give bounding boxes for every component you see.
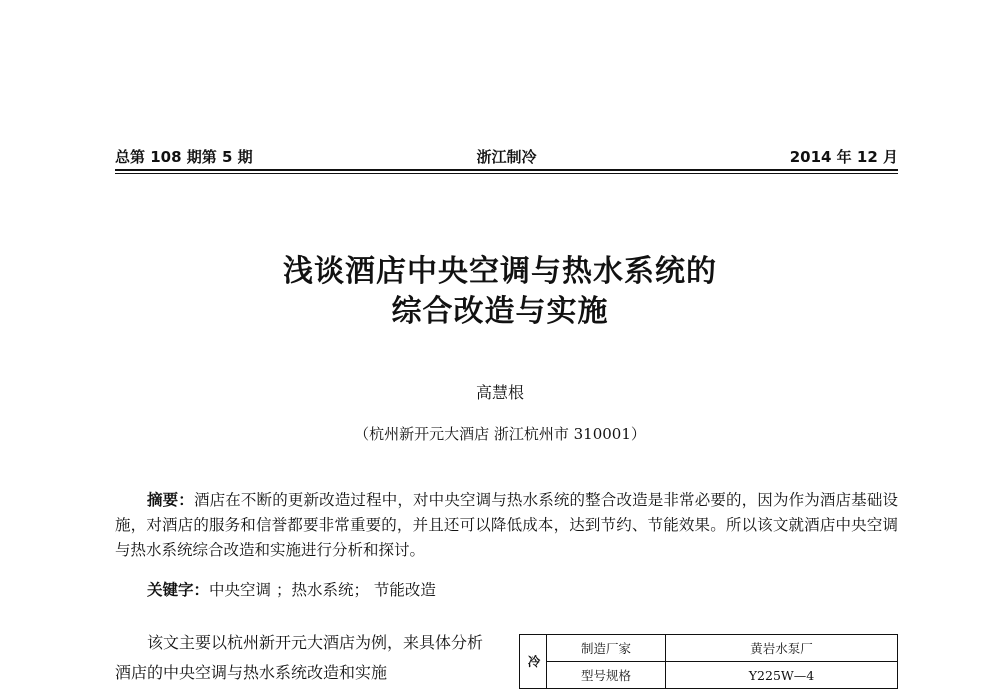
- issue-date: 2014 年 12 月: [789, 148, 898, 166]
- body-column-left: [115, 628, 490, 688]
- article-title: [0, 252, 1000, 332]
- issue-number: 总第 108 期第 5 期: [115, 148, 253, 166]
- author-affiliation: （杭州新开元大酒店 浙江杭州市 310001）: [354, 425, 646, 443]
- header-rule-thin: [115, 173, 898, 174]
- abstract: [115, 488, 898, 563]
- keywords-text: 中央空调 ；热水系统； 节能改造: [209, 581, 436, 599]
- abstract-label: 摘要：: [147, 491, 194, 509]
- running-header: [115, 146, 898, 166]
- author-name: 高慧根: [475, 383, 524, 402]
- keywords: [147, 578, 436, 600]
- header-rule-thick: [115, 169, 898, 171]
- table-row: [520, 662, 898, 689]
- body-paragraph: 该文主要以杭州新开元大酒店为例，来具体分析酒店的中央空调与热水系统改造和实施: [115, 633, 484, 682]
- table-cell-value: Y225W—4: [666, 662, 898, 689]
- title-line-2: 综合改造与实施: [391, 294, 609, 329]
- table-cell-label: 制造厂家: [547, 635, 666, 662]
- spec-table: [519, 634, 898, 689]
- abstract-text: 酒店在不断的更新改造过程中，对中央空调与热水系统的整合改造是非常必要的，因为作为酒店基础设施，对酒店的服务和信誉都要非常重要的，并且还可以降低成本，达到节约、节能效果。所以该文就酒店中央空调与热水系统综合改造和实施进行分析和探讨。: [115, 491, 898, 559]
- table-cell-value: 黄岩水泵厂: [666, 635, 898, 662]
- table-cell-label: 型号规格: [547, 662, 666, 689]
- keywords-label: 关键字：: [147, 581, 210, 599]
- table-row: [520, 635, 898, 662]
- table-side-label: 冷: [520, 635, 547, 689]
- title-line-1: 浅谈酒店中央空调与热水系统的: [283, 254, 717, 289]
- journal-name: 浙江制冷: [476, 148, 537, 166]
